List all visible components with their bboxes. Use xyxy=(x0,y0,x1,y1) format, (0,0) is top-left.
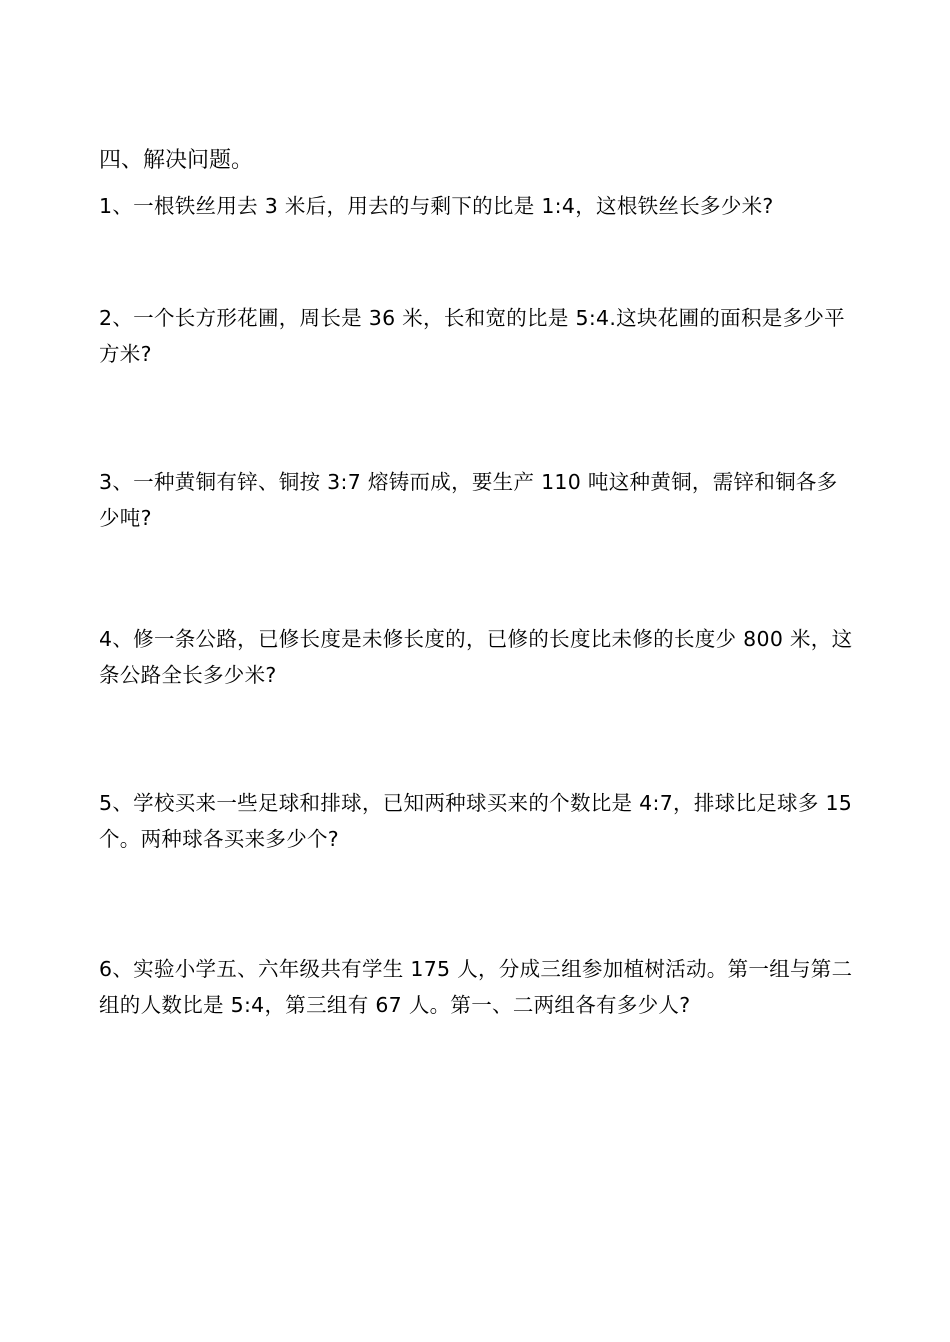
problem-6: 6、实验小学五、六年级共有学生 175 人，分成三组参加植树活动。第一组与第二组的人数比是 5:4，第三组有 67 人。第一、二两组各有多少人? xyxy=(99,957,853,1017)
problem-4: 4、修一条公路，已修长度是未修长度的，已修的长度比未修的长度少 800 米，这条公路全长多少米? xyxy=(99,627,853,687)
problem-5: 5、学校买来一些足球和排球，已知两种球买来的个数比是 4:7，排球比足球多 15 个。两种球各买来多少个? xyxy=(99,791,853,851)
problem-2: 2、一个长方形花圃，周长是 36 米，长和宽的比是 5:4.这块花圃的面积是多少平方米? xyxy=(99,306,845,366)
problem-1: 1、一根铁丝用去 3 米后，用去的与剩下的比是 1:4，这根铁丝长多少米? xyxy=(99,194,774,218)
problem-3: 3、一种黄铜有锌、铜按 3:7 熔铸而成，要生产 110 吨这种黄铜，需锌和铜各多少吨? xyxy=(99,470,838,530)
section-title: 四、解决问题。 xyxy=(99,148,254,173)
